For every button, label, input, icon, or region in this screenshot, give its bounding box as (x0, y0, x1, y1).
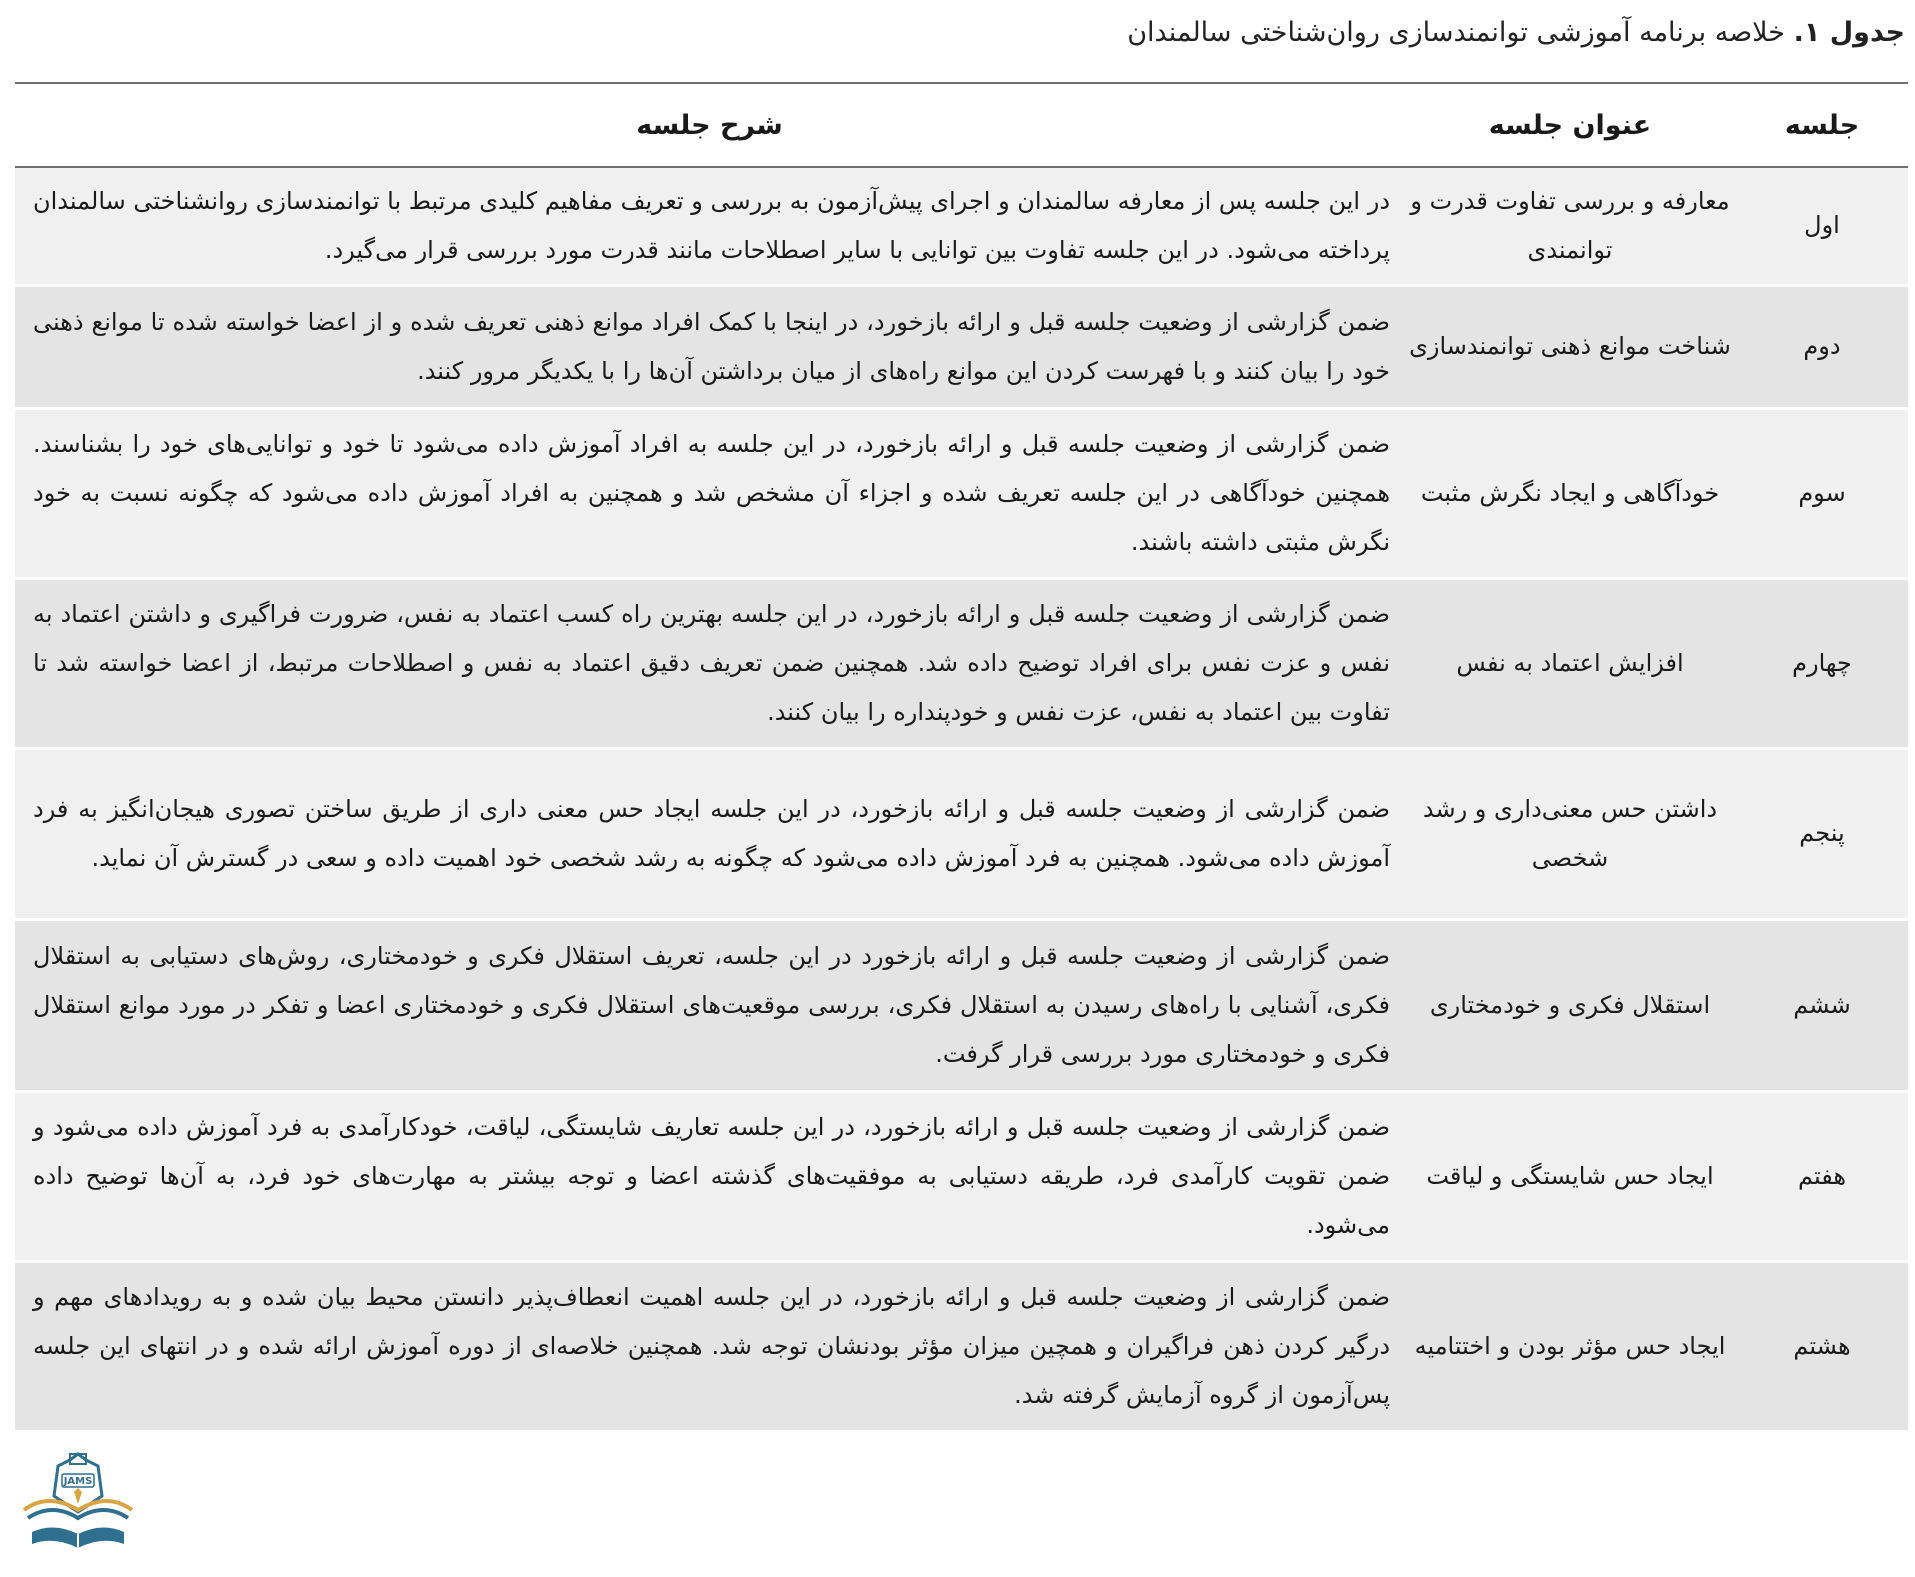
table-row (15, 748, 1908, 919)
table-row (15, 408, 1908, 578)
jams-logo (18, 1452, 138, 1562)
logo-emblem-icon (18, 1452, 138, 1562)
title-cell: داشتن حس معنی‌داری و رشد شخصی (1404, 748, 1736, 919)
title-cell: معارفه و بررسی تفاوت قدرت و توانمندی (1404, 167, 1736, 285)
table-row (15, 919, 1908, 1091)
table-row (15, 578, 1908, 748)
session-cell: هفتم (1736, 1091, 1908, 1261)
description-cell: ضمن گزارشی از وضعیت جلسه قبل و ارائه بازخورد، در این جلسه اهمیت انعطاف‌پذیر دانستن محیط بیان شده و به رویدادهای مهم و درگیر کردن ذهن فراگیران و همچین میزان مؤثر بودنشان توجه شد. همچنین خلاصه‌ای از دوره آموزش ارائه شده و در انتهای این جلسه پس‌آزمون از گروه آزمایش گرفته شد. (15, 1261, 1404, 1431)
logo-text: JAMS (63, 1476, 93, 1487)
header-session: جلسه (1736, 83, 1908, 167)
table-row (15, 1261, 1908, 1431)
table-caption (10, 8, 1905, 58)
table-row (15, 1091, 1908, 1261)
description-cell: ضمن گزارشی از وضعیت جلسه قبل و ارائه بازخورد، در این جلسه ایجاد حس معنی داری از طریق ساختن تصوری هیجان‌انگیز به فرد آموزش داده می‌شود. همچنین به فرد آموزش داده می‌شود که چگونه به رشد شخصی خود اهمیت داده و سعی در گسترش آن نماید. (15, 748, 1404, 919)
table-row (15, 167, 1908, 285)
table-container (15, 82, 1908, 1433)
caption-text: خلاصه برنامه آموزشی توانمندسازی روان‌شناختی سالمندان (1127, 17, 1785, 48)
header-title: عنوان جلسه (1404, 83, 1736, 167)
caption-label: جدول ۱. (1793, 17, 1905, 48)
session-cell: سوم (1736, 408, 1908, 578)
title-cell: ایجاد حس مؤثر بودن و اختتامیه (1404, 1261, 1736, 1431)
table-row (15, 285, 1908, 408)
header-row (15, 83, 1908, 167)
header-description: شرح جلسه (15, 83, 1404, 167)
session-cell: اول (1736, 167, 1908, 285)
description-cell: ضمن گزارشی از وضعیت جلسه قبل و ارائه بازخورد، در این جلسه به افراد آموزش داده می‌شود تا خود و توانایی‌های خود را بشناسند. همچنین خودآگاهی در این جلسه تعریف شده و اجزاء آن مشخص شد و همچنین به افراد آموزش داده می‌شود که چگونه نسبت به خود نگرش مثبتی داشته باشند. (15, 408, 1404, 578)
title-cell: خودآگاهی و ایجاد نگرش مثبت (1404, 408, 1736, 578)
program-table (15, 82, 1908, 1433)
session-cell: چهارم (1736, 578, 1908, 748)
description-cell: در این جلسه پس از معارفه سالمندان و اجرای پیش‌آزمون به بررسی و تعریف مفاهیم کلیدی مرتبط با توانمندسازی روانشناختی سالمندان پرداخته می‌شود. در این جلسه تفاوت بین توانایی با سایر اصطلاحات مانند قدرت مورد بررسی قرار می‌گیرد. (15, 167, 1404, 285)
description-cell: ضمن گزارشی از وضعیت جلسه قبل و ارائه بازخورد، در اینجا با کمک افراد موانع ذهنی تعریف شده و از اعضا خواسته شده تا موانع ذهنی خود را بیان کنند و با فهرست کردن این موانع راه‌های از میان برداشتن آن‌ها را با یکدیگر مرور کنند. (15, 285, 1404, 408)
title-cell: استقلال فکری و خودمختاری (1404, 919, 1736, 1091)
title-cell: ایجاد حس شایستگی و لیاقت (1404, 1091, 1736, 1261)
description-cell: ضمن گزارشی از وضعیت جلسه قبل و ارائه بازخورد، در این جلسه بهترین راه کسب اعتماد به نفس، ضرورت فراگیری و داشتن اعتماد به نفس و عزت نفس برای افراد توضیح داده شد. همچنین ضمن تعریف دقیق اعتماد به نفس و اصطلاحات مرتبط، از اعضا خواسته شد تا تفاوت بین اعتماد به نفس، عزت نفس و خودپنداره را بیان کنند. (15, 578, 1404, 748)
session-cell: ششم (1736, 919, 1908, 1091)
session-cell: هشتم (1736, 1261, 1908, 1431)
description-cell: ضمن گزارشی از وضعیت جلسه قبل و ارائه بازخورد در این جلسه، تعریف استقلال فکری و خودمختاری، روش‌های دستیابی به استقلال فکری، آشنایی با راه‌های رسیدن به استقلال فکری، بررسی موقعیت‌های استقلال فکری و خودمختاری اعضا و تفکر در مورد موانع استقلال فکری و خودمختاری مورد بررسی قرار گرفت. (15, 919, 1404, 1091)
title-cell: شناخت موانع ذهنی توانمندسازی (1404, 285, 1736, 408)
title-cell: افزایش اعتماد به نفس (1404, 578, 1736, 748)
session-cell: دوم (1736, 285, 1908, 408)
description-cell: ضمن گزارشی از وضعیت جلسه قبل و ارائه بازخورد، در این جلسه تعاریف شایستگی، لیاقت، خودکارآمدی به فرد آموزش داده می‌شود و ضمن تقویت کارآمدی فرد، طریقه دستیابی به موفقیت‌های گذشته اعضا و توجه بیشتر به مهارت‌های خود فرد، به آن‌ها توضیح داده می‌شود. (15, 1091, 1404, 1261)
session-cell: پنجم (1736, 748, 1908, 919)
